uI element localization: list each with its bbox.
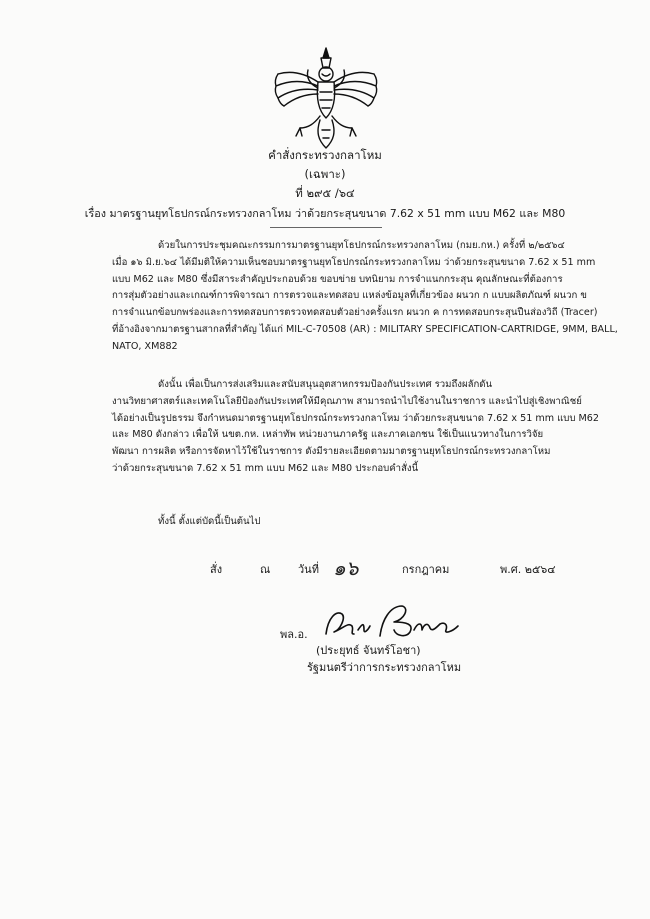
- paragraph-2: [112, 377, 600, 478]
- text-line: และ M80 ดังกล่าว เพื่อให้ นขต.กห. เหล่าทัพ หน่วยงานภาครัฐ และภาคเอกชน ใช้เป็นแนวทางในการวิจัย: [112, 429, 544, 441]
- text-line: แบบ M62 และ M80 ซึ่งมีสาระสำคัญประกอบด้วย ขอบข่าย บทนิยาม การจำแนกกระสุน คุณลักษณะที่ต้องการ: [112, 273, 563, 285]
- month-text: กรกฎาคม: [402, 563, 450, 576]
- subject-line: เรื่อง มาตรฐานยุทโธปกรณ์กระทรวงกลาโหม ว่าด้วยกระสุนขนาด 7.62 x 51 mm แบบ M62 และ M80: [84, 207, 566, 220]
- text-line: ว่าด้วยกระสุนขนาด 7.62 x 51 mm แบบ M62 และ M80 ประกอบคำสั่งนี้: [112, 462, 419, 474]
- ordered-label: สั่ง: [210, 563, 223, 576]
- effective-text: ทั้งนี้ ตั้งแต่บัดนี้เป็นต้นไป: [158, 516, 261, 527]
- text-line: การสุ่มตัวอย่างและเกณฑ์การพิจารณา การตรวจและทดสอบ แหล่งข้อมูลที่เกี่ยวข้อง ผนวก ก แบบผลิตภัณฑ์ ผนวก ข: [112, 290, 587, 302]
- text-line: NATO, XM882: [112, 340, 178, 352]
- text-line: ที่อ้างอิงจากมาตรฐานสากลที่สำคัญ ได้แก่ MIL-C-70508 (AR) : MILITARY SPECIFICATION-CARTRIDGE, 9MM, BALL,: [112, 323, 618, 335]
- handwritten-day: ๑๖: [333, 556, 359, 580]
- signature-image: [318, 600, 468, 644]
- order-title: คำสั่งกระทรวงกลาโหม: [268, 148, 382, 162]
- text-line: ด้วยในการประชุมคณะกรรมการมาตรฐานยุทโธปกรณ์กระทรวงกลาโหม (กมย.กห.) ครั้งที่ ๒/๒๕๖๔: [158, 240, 565, 251]
- garuda-emblem-icon: [270, 44, 382, 156]
- signer-position: รัฐมนตรีว่าการกระทรวงกลาโหม: [307, 661, 462, 674]
- text-line: การจำแนกข้อบกพร่องและการทดสอบการตรวจทดสอบตัวอย่างครั้งแรก ผนวก ค การทดสอบกระสุนปืนส่องวิถี (Tracer): [112, 307, 598, 319]
- paragraph-1: [112, 238, 618, 356]
- signer-name: (ประยุทธ์ จันทร์โอชา): [316, 644, 421, 657]
- order-number: ที่ ๒๙๕ /๖๔: [295, 186, 355, 200]
- text-line: งานวิทยาศาสตร์และเทคโนโลยีป้องกันประเทศให้มีคุณภาพ สามารถนำไปใช้งานในราชการ และนำไปสู่เชิงพาณิชย์: [112, 395, 582, 407]
- rank-label: พล.อ.: [280, 628, 308, 641]
- date-label: วันที่: [298, 563, 319, 576]
- text-line: ดังนั้น เพื่อเป็นการส่งเสริมและสนับสนุนอุตสาหกรรมป้องกันประเทศ รวมถึงผลักดัน: [158, 379, 493, 390]
- classification: (เฉพาะ): [304, 167, 346, 181]
- year-text: พ.ศ. ๒๕๖๔: [500, 563, 556, 576]
- text-line: ได้อย่างเป็นรูปธรรม จึงกำหนดมาตรฐานยุทโธปกรณ์กระทรวงกลาโหม ว่าด้วยกระสุนขนาด 7.62 x 51 mm แบบ M62: [112, 412, 600, 424]
- at-label: ณ: [260, 563, 271, 576]
- effective-clause: [112, 514, 526, 531]
- divider: [270, 227, 382, 228]
- text-line: พัฒนา การผลิต หรือการจัดหาไว้ใช้ในราชการ ดังมีรายละเอียดตามมาตรฐานยุทโธปกรณ์กระทรวงกลาโหม: [112, 446, 551, 458]
- text-line: เมื่อ ๑๖ มิ.ย.๖๔ ได้มีมติให้ความเห็นชอบมาตรฐานยุทโธปกรณ์กระทรวงกลาโหม ว่าด้วยกระสุนขนาด 7.62 x 51 mm: [112, 256, 596, 268]
- signing-date-row: [210, 560, 590, 578]
